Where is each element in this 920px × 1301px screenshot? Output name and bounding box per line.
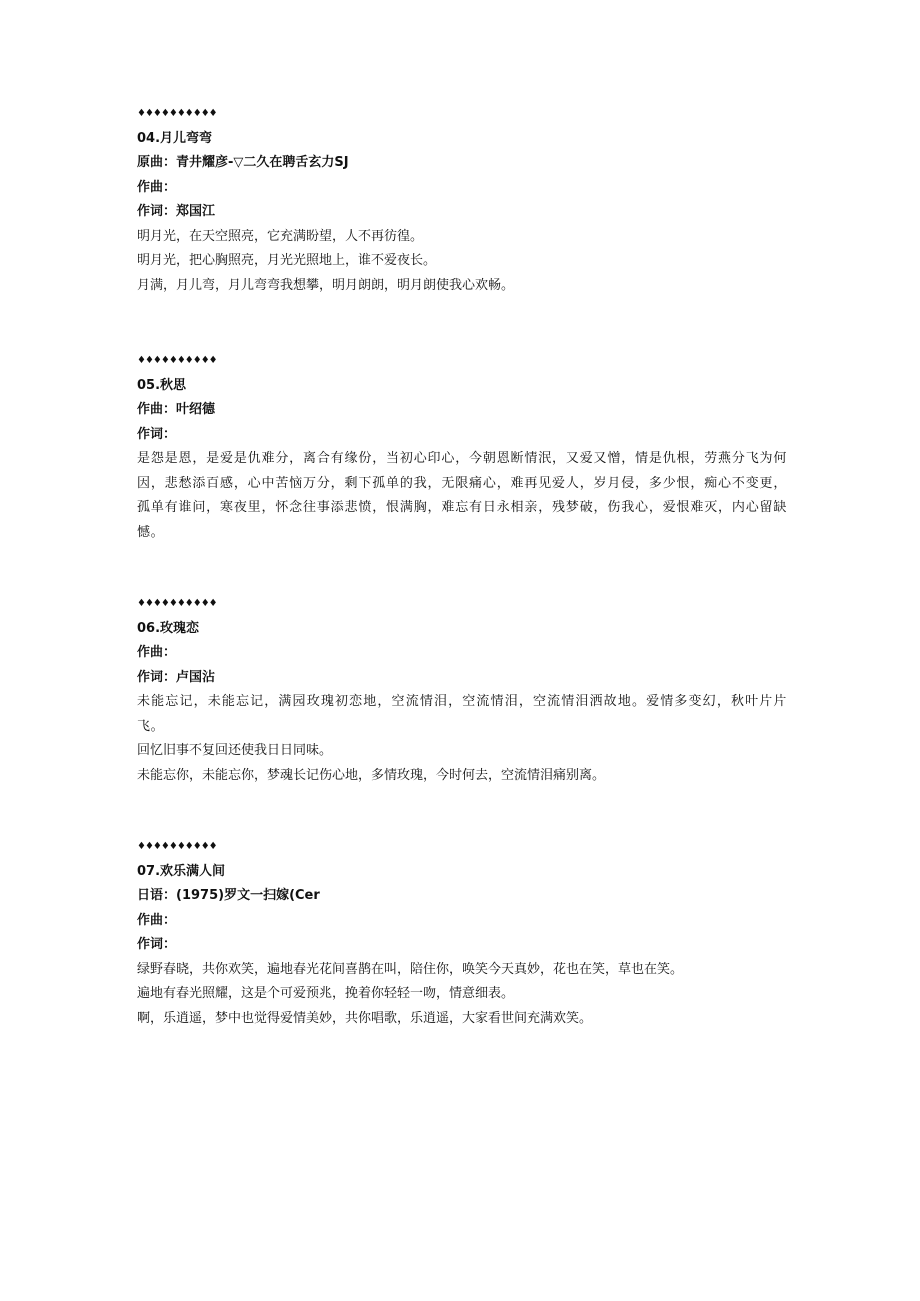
lyric-paragraph: 未能忘记，未能忘记，满园玫瑰初恋地，空流情泪，空流情泪，空流情泪洒故地。爱情多变幻，秋叶片片飞。 bbox=[137, 694, 787, 734]
song-title: 06.玫瑰恋 bbox=[137, 620, 200, 636]
lyric-paragraph: 是怨是恩，是爱是仇难分，离合有缘份，当初心印心，今朝恩断情泯，又爱又憎，情是仇根，劳燕分飞为何因，悲愁添百感，心中苦恼万分，剩下孤单的我，无限痛心，难再见爱人，岁月侵，多少恨，痴心不变更，孤单有谁问，寒夜里，怀念往事添悲愤，恨满胸，难忘有日永相亲，残梦破，伤我心，爱恨难灭，内心留缺憾。 bbox=[137, 451, 787, 540]
lyric-line: 绿野春晓，共你欢笑，遍地春光花间喜鹊在叫，陪住你，唤笑今天真妙，花也在笑，草也在笑。 bbox=[137, 961, 684, 977]
song-meta: 作曲： bbox=[137, 179, 177, 195]
lyric-line: 明月光，在天空照亮，它充满盼望，人不再彷徨。 bbox=[137, 228, 424, 244]
lyric-line: 未能忘你，未能忘你，梦魂长记伤心地，多情玫瑰，今时何去，空流情泪痛别离。 bbox=[137, 767, 606, 783]
song-section bbox=[137, 102, 787, 298]
lyric-line: 遍地有春光照耀，这是个可爱预兆，挽着你轻轻一吻，情意细表。 bbox=[137, 986, 515, 1001]
song-title: 05.秋思 bbox=[137, 377, 187, 393]
lyric-line: 啊，乐逍遥，梦中也觉得爱情美妙，共你唱歌，乐逍遥，大家看世间充满欢笑。 bbox=[137, 1010, 593, 1026]
lyric-line: 明月光，把心胸照亮，月光光照地上，谁不爱夜长。 bbox=[137, 253, 437, 268]
song-meta: 日语：(1975)罗文一扫嫁(Cer bbox=[137, 888, 320, 903]
song-section bbox=[137, 592, 787, 788]
song-meta: 作曲： bbox=[137, 912, 177, 928]
separator: ♦♦♦♦♦♦♦♦♦♦ bbox=[137, 355, 217, 366]
song-title: 07.欢乐满人间 bbox=[137, 863, 226, 879]
song-section bbox=[137, 349, 787, 545]
song-section bbox=[137, 835, 787, 1031]
separator: ♦♦♦♦♦♦♦♦♦♦ bbox=[137, 108, 217, 119]
song-meta: 作词： bbox=[137, 426, 177, 442]
song-meta: 作曲： bbox=[137, 645, 177, 660]
lyric-line: 回忆旧事不复回还使我日日同味。 bbox=[137, 743, 333, 758]
separator: ♦♦♦♦♦♦♦♦♦♦ bbox=[137, 598, 217, 609]
song-meta: 作曲：叶绍德 bbox=[137, 402, 216, 417]
song-title: 04.月儿弯弯 bbox=[137, 130, 213, 146]
separator: ♦♦♦♦♦♦♦♦♦♦ bbox=[137, 841, 217, 852]
song-meta: 作词： bbox=[137, 937, 177, 952]
song-meta: 作词：郑国江 bbox=[137, 204, 216, 219]
song-meta: 原曲：青井耀彦-▽二久在聘舌玄力SJ bbox=[137, 155, 349, 170]
song-meta: 作词：卢国沾 bbox=[137, 669, 216, 685]
lyric-line: 月满，月儿弯，月儿弯弯我想攀，明月朗朗，明月朗使我心欢畅。 bbox=[137, 277, 515, 293]
